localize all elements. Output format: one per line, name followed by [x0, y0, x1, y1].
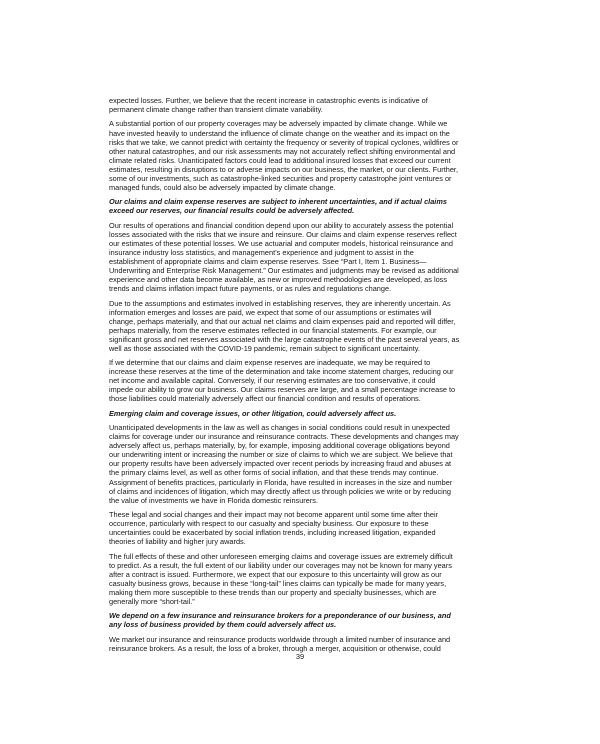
heading-broker-dependence: We depend on a few insurance and reinsurance brokers for a preponderance of our business, and any loss of business provided by them could adversely affect us. [109, 611, 451, 630]
paragraph-social-changes: These legal and social changes and their impact may not become apparent until some time after their occurrence, particularly with respect to our casualty and specialty business. Our exposure to these uncertainties could be exacerbated by social inflation trends, including increased litigation, expanded theories of liability and higher jury awards. [109, 510, 439, 547]
paragraph-broker-marketing: We market our insurance and reinsurance products worldwide through a limited number of insurance and reinsurance brokers. As a result, the loss of a broker, through a merger, acquisition or otherwise, could [109, 634, 451, 653]
heading-emerging-claims: Emerging claim and coverage issues, or other litigation, could adversely affect us. [109, 408, 397, 418]
paragraph-property-climate: A substantial portion of our property coverages may be adversely impacted by climate change. While we have invested heavily to understand the influence of climate change on the weather and its impact on the risks that we take, we cannot predict with certainty the frequency or severity of tropical cyclones, wildfires or other natural catastrophes, and our risk assessments may not accurately reflect shifting environmental and climate related risks. Unanticipated factors could lead to additional insured losses that exceed our current estimates, resulting in disruptions to or adverse impacts on our business, the market, or our clients. Further, some of our investments, such as catastrophe-linked securities and property catastrophe joint ventures or managed funds, could also be adversely impacted by climate change. [109, 119, 459, 192]
paragraph-legal-developments: Unanticipated developments in the law as well as changes in social conditions could result in unexpected claims for coverage under our insurance and reinsurance contracts. These developments and changes may adversely affect us, perhaps materially, by, for example, imposing additional coverage obligations beyond our underwriting intent or increasing the number or size of claims to which we are subject. We believe that our property results have been adversely impacted over recent periods by increasing fraud and abuses at the primary claims level, as well as other forms of social inflation, and that these trends may continue. Assignment of benefits practices, particularly in Florida, have resulted in increases in the size and number of claims and incidences of litigation, which may directly affect us through policies we write or by reducing the value of investments we have in Florida domestic reinsurers. [109, 423, 459, 505]
paragraph-reserve-uncertainty: Due to the assumptions and estimates involved in establishing reserves, they are inherently uncertain. As information emerges and losses are paid, we expect that some of our assumptions or estimates will change, perhaps materially, and that our actual net claims and claim expenses paid and reported will differ, perhaps materially, from the reserve estimates reflected in our financial statements. For example, our significant gross and net reserves associated with the large catastrophe events of the past several years, as well as those associated with the COVID-19 pandemic, remain subject to significant uncertainty. [109, 298, 460, 353]
paragraph-reserve-inadequacy: If we determine that our claims and claim expense reserves are inadequate, we may be required to increase these reserves at the time of the determination and take income statement charges, reducing our net income and available capital. Conversely, if our reserving estimates are too conservative, it could impede our ability to grow our business. Our claims reserves are large, and a small percentage increase to those liabilities could materially adversely affect our financial condition and results of operations. [109, 358, 456, 404]
heading-claims-reserves: Our claims and claim expense reserves are subject to inherent uncertainties, and if actual claims exceed our reserves, our financial results could be adversely affected. [109, 197, 447, 216]
page-number: 39 [295, 652, 305, 661]
document-page [109, 96, 491, 658]
paragraph-climate-intro: expected losses. Further, we believe that the recent increase in catastrophic events is indicative of permanent climate change rather than transient climate variability. [109, 96, 428, 115]
paragraph-long-tail: The full effects of these and other unforeseen emerging claims and coverage issues are extremely difficult to predict. As a result, the full extent of our liability under our coverages may not be known for many years after a contract is issued. Furthermore, we expect that our exposure to this uncertainty will grow as our casualty business grows, because in these “long-tail” lines claims can typically be made for many years, making them more susceptible to these trends than our property and specialty businesses, which are generally more “short-tail.” [109, 551, 453, 606]
paragraph-reserve-estimates: Our results of operations and financial condition depend upon our ability to accurately assess the potential losses associated with the risks that we insure and reinsure. Our claims and claim expense reserves reflect our estimates of these potential losses. We use actuarial and computer models, historical reinsurance and insurance industry loss statistics, and management’s experience and judgment to assist in the establishment of appropriate claims and claim expense reserves. Ssee “Part I, Item 1. Business— Underwriting and Enterprise Risk Management.” Our estimates and judgments may be revised as additional experience and other data become available, as new or improved methodologies are developed, as loss trends and claims inflation impact future payments, or as rules and regulations change. [109, 220, 459, 294]
